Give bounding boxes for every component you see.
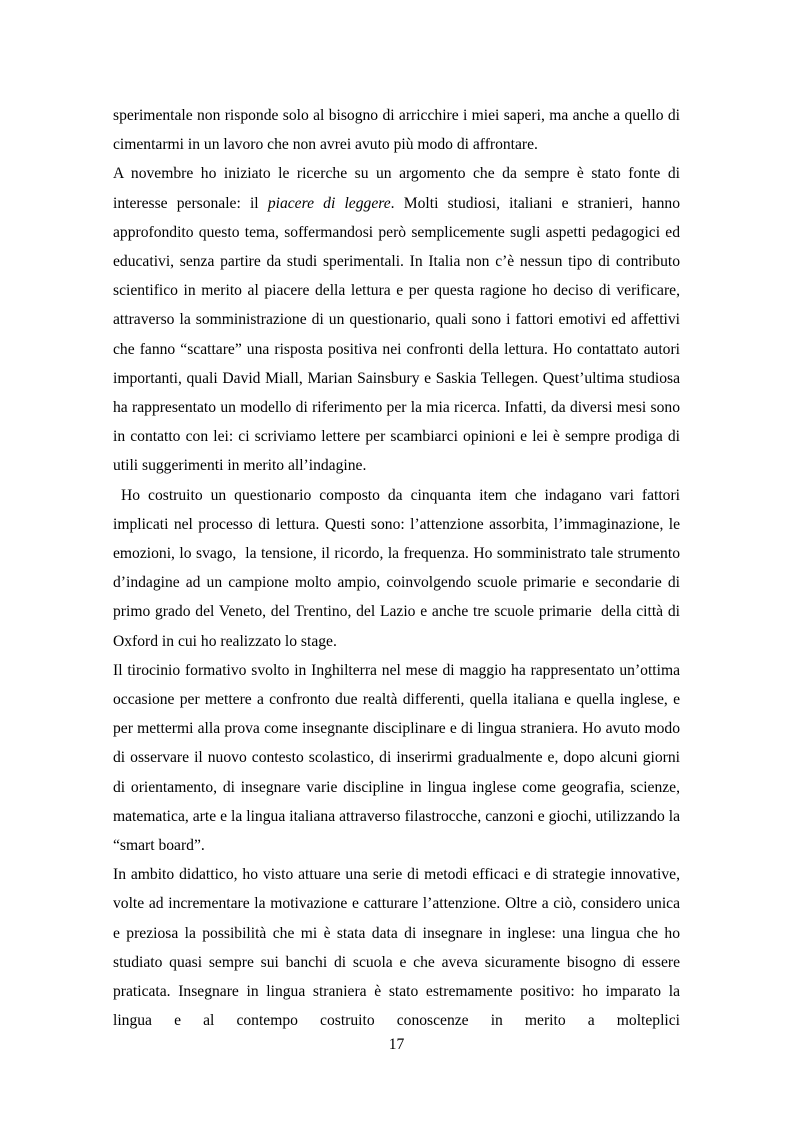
paragraph-2-rest: . Molti studiosi, italiani e stranieri, hanno approfondito questo tema, soffermandosi però semplicemente sugli aspetti pedagogici ed educativi, senza partire da studi sperimentali. In Italia non c’è nessun tipo di contributo scientifico in merito al piacere della lettura e per questa ragione ho deciso di verificare, attraverso la somministrazione di un questionario, quali sono i fattori emotivi ed affettivi che fanno “scattare” una risposta positiva nei confronti della lettura. Ho contattato autori importanti, quali David Miall, Marian Sainsbury e Saskia Tellegen. Quest’ultima studiosa ha rappresentato un modello di riferimento per la mia ricerca. Infatti, da diversi mesi sono in contatto con lei: ci scriviamo lettere per scambiarci opinioni e lei è sempre prodiga di utili suggerimenti in merito all’indagine. <box>113 194 681 475</box>
paragraph-3: Ho costruito un questionario composto da cinquanta item che indagano vari fattori implicati nel processo di lettura. Questi sono: l’attenzione assorbita, l’immaginazione, le emozioni, lo svago, la tensione, il ricordo, la frequenza. Ho somministrato tale strumento d’indagine ad un campione molto ampio, coinvolgendo scuole primarie e secondarie di primo grado del Veneto, del Trentino, del Lazio e anche tre scuole primarie della città di Oxford in cui ho realizzato lo stage. <box>113 486 684 650</box>
emphasized-phrase: piacere di leggere <box>267 194 391 212</box>
paragraph-2-start: A novembre ho iniziato le ricerche su un argomento che da sempre è stato fonte di interesse personale: il <box>113 165 680 212</box>
paragraph-4: Il tirocinio formativo svolto in Inghilterra nel mese di maggio ha rappresentato un’ottima occasione per mettere a confronto due realtà differenti, quella italiana e quella inglese, e per mettermi alla prova come insegnante disciplinare e di lingua straniera. Ho avuto modo di osservare il nuovo contesto scolastico, di inserirmi gradualmente e, dopo alcuni giorni di orientamento, di insegnare varie discipline in lingua inglese come geografia, scienze, matematica, arte e la lingua italiana attraverso filastrocche, canzoni e giochi, utilizzando la “smart board”. <box>113 661 680 855</box>
paragraph-2 <box>113 159 680 480</box>
paragraph-1: sperimentale non risponde solo al bisogno di arricchire i miei saperi, ma anche a quello di cimentarmi in un lavoro che non avrei avuto più modo di affrontare. <box>113 107 680 154</box>
page-number: 17 <box>388 1036 405 1053</box>
paragraph-5: In ambito didattico, ho visto attuare una serie di metodi efficaci e di strategie innovative, volte ad incrementare la motivazione e catturare l’attenzione. Oltre a ciò, considero unica e preziosa la possibilità che mi è stata data di insegnare in inglese: una lingua che ho studiato quasi sempre sui banchi di scuola e che aveva sicuramente bisogno di essere praticata. Insegnare in lingua straniera è stato estremamente positivo: ho imparato la lingua e al contempo costruito conoscenze in merito a molteplici <box>113 866 680 1030</box>
body-text <box>113 101 684 1036</box>
